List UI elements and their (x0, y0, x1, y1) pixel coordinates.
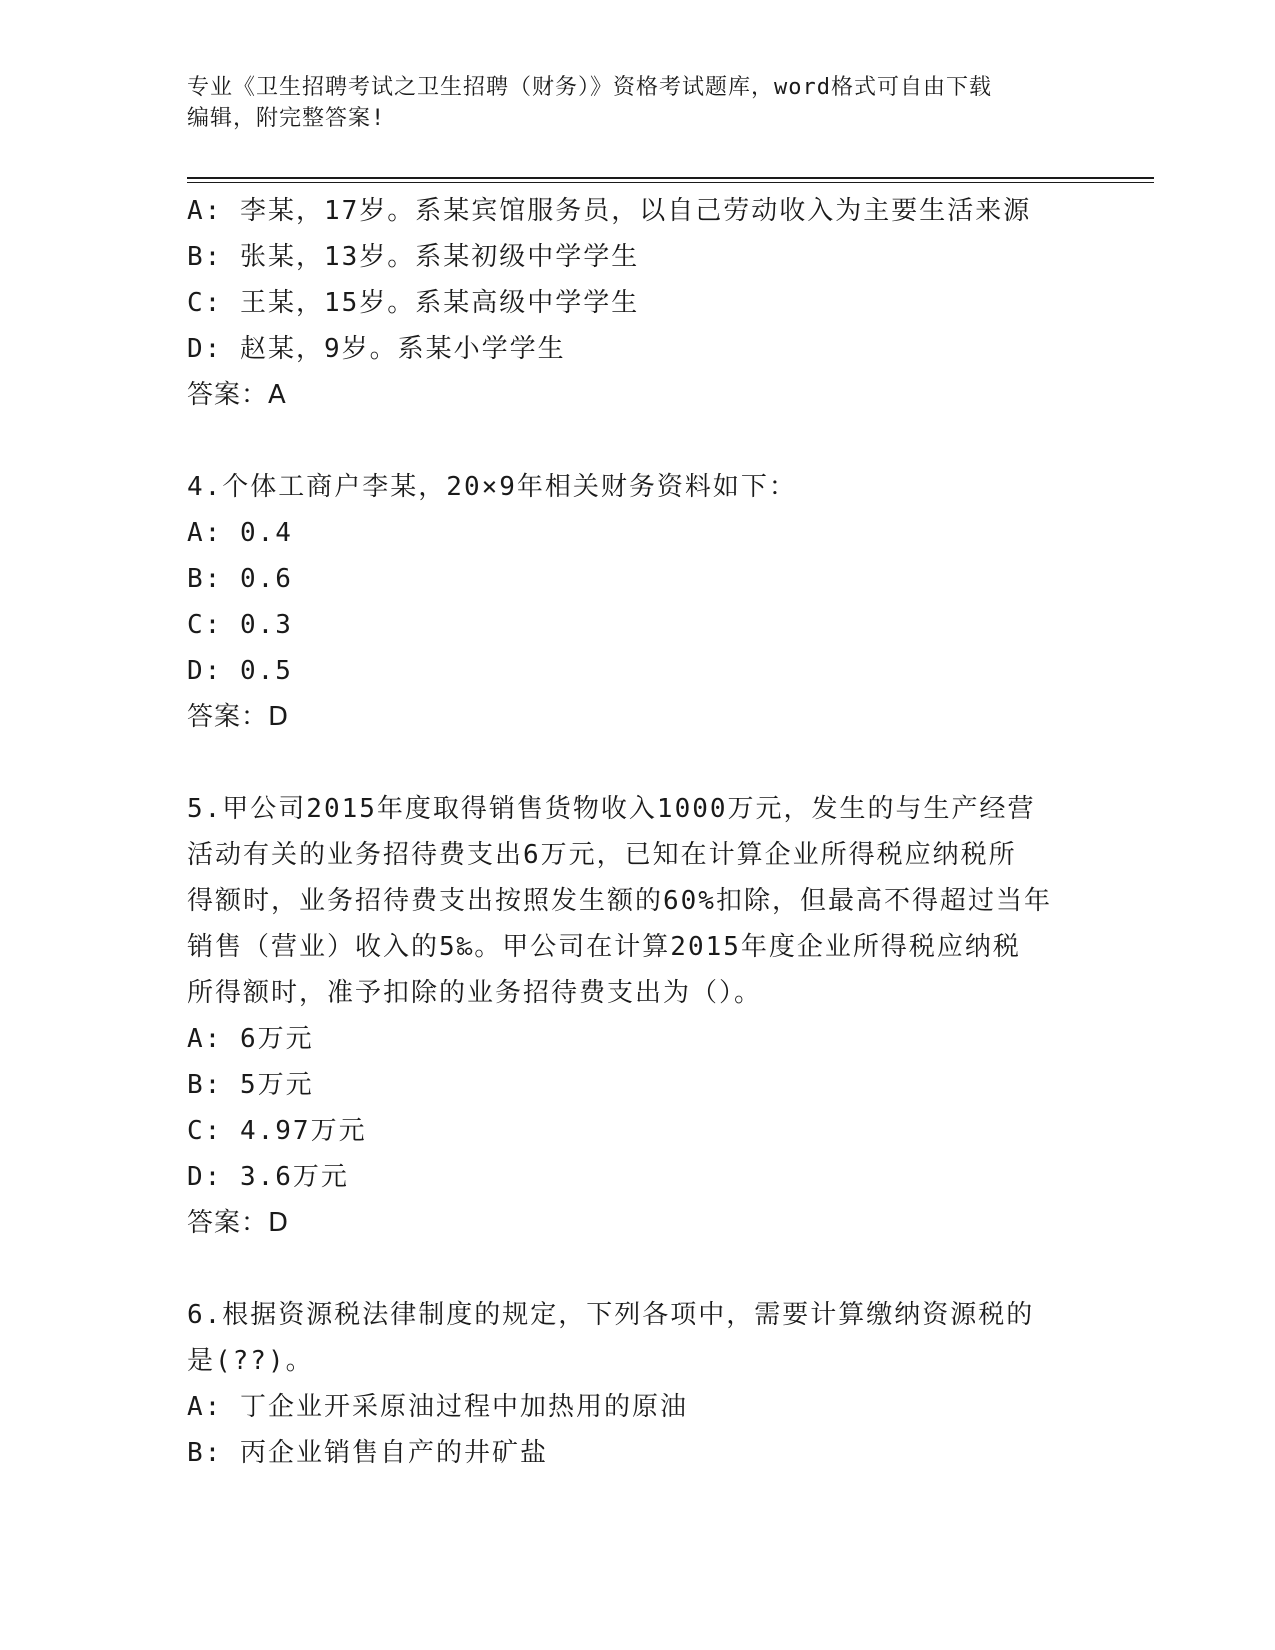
answer: 答案：A (187, 380, 287, 410)
answer: 答案：D (187, 1208, 290, 1238)
option-d: D: 0.5 (187, 656, 293, 686)
question-5 (187, 786, 1087, 1246)
option-d: D: 3.6万元 (187, 1162, 349, 1192)
header-title-line-1: 专业《卫生招聘考试之卫生招聘（财务）》资格考试题库，word格式可自由下载 (187, 75, 992, 100)
option-c: C: 王某，15岁。系某高级中学学生 (187, 288, 640, 318)
header-divider-thin (187, 182, 1154, 183)
spacer (187, 740, 1087, 786)
option-b: B: 丙企业销售自产的井矿盐 (187, 1438, 548, 1468)
header-title-line-2: 编辑，附完整答案! (187, 106, 386, 131)
option-a: A: 李某，17岁。系某宾馆服务员，以自己劳动收入为主要生活来源 (187, 196, 1032, 226)
question-stem-line-1: 5.甲公司2015年度取得销售货物收入1000万元，发生的与生产经营 (187, 794, 1036, 824)
option-d: D: 赵某，9岁。系某小学学生 (187, 334, 566, 364)
answer: 答案：D (187, 702, 290, 732)
question-stem-line-5: 所得额时，准予扣除的业务招待费支出为（）。 (187, 978, 763, 1008)
question-4 (187, 464, 1087, 740)
option-b: B: 0.6 (187, 564, 293, 594)
spacer (187, 418, 1087, 464)
question-stem: 4.个体工商户李某，20×9年相关财务资料如下： (187, 472, 797, 502)
question-6 (187, 1292, 1087, 1476)
option-a: A: 6万元 (187, 1024, 314, 1054)
page-header (187, 72, 1087, 134)
option-b: B: 5万元 (187, 1070, 314, 1100)
question-stem-line-3: 得额时，业务招待费支出按照发生额的60%扣除，但最高不得超过当年 (187, 886, 1052, 916)
option-a: A: 丁企业开采原油过程中加热用的原油 (187, 1392, 688, 1422)
question-stem-line-4: 销售（营业）收入的5‰。甲公司在计算2015年度企业所得税应纳税 (187, 932, 1021, 962)
spacer (187, 1246, 1087, 1292)
question-stem-line-2: 活动有关的业务招待费支出6万元，已知在计算企业所得税应纳税所 (187, 840, 1017, 870)
option-b: B: 张某，13岁。系某初级中学学生 (187, 242, 640, 272)
question-3 (187, 188, 1087, 418)
question-stem-line-2: 是(??)。 (187, 1346, 314, 1376)
header-divider-thick (187, 177, 1154, 179)
question-stem-line-1: 6.根据资源税法律制度的规定，下列各项中，需要计算缴纳资源税的 (187, 1300, 1035, 1330)
option-c: C: 4.97万元 (187, 1116, 367, 1146)
question-content (187, 188, 1087, 1476)
option-c: C: 0.3 (187, 610, 293, 640)
option-a: A: 0.4 (187, 518, 293, 548)
